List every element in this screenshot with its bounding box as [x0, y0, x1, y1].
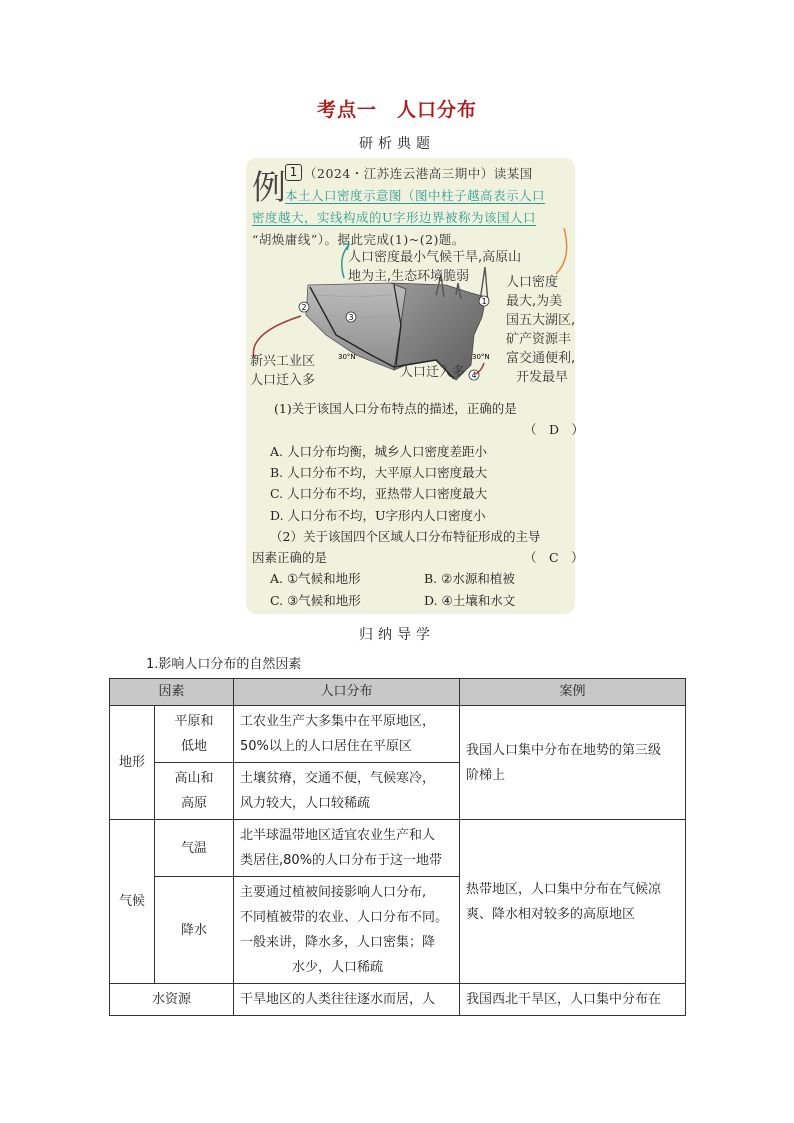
section-heading-analysis: 研析典题	[359, 136, 435, 152]
factor-water: 水资源	[110, 984, 234, 1016]
question-1-option-c: C. 人口分布不均，亚热带人口密度最大	[270, 486, 488, 501]
section-heading-summary: 归纳导学	[359, 627, 435, 643]
note-bottom: 人口迁入多	[400, 365, 466, 380]
plateau-distribution: 土壤贫瘠，交通不便，气候寒冷， 风力较大，人口较稀疏	[234, 763, 460, 820]
table-row	[110, 706, 686, 763]
question-2-stem-line-1: （2）关于该国四个区域人口分布特征形成的主导	[270, 529, 541, 544]
note-left-line-1: 新兴工业区	[250, 354, 316, 369]
factor-terrain: 地形	[110, 706, 155, 820]
factor-climate: 气候	[110, 820, 155, 984]
note-right-line-5: 富交通便利,	[506, 351, 576, 366]
note-top-line-2: 地为主,生态环境脆弱	[348, 269, 470, 284]
question-1-option-a: A. 人口分布均衡，城乡人口密度差距小	[270, 444, 487, 459]
header-distribution: 人口分布	[234, 679, 460, 706]
note-right-line-1: 人口密度	[506, 275, 559, 290]
map-latitude-right: 30°N	[472, 353, 490, 361]
note-top-line-1: 人口密度最小气候干旱,高原山	[348, 250, 522, 265]
note-left-line-2: 人口迁入多	[250, 373, 316, 388]
subfactor-plateau: 高山和 高原	[155, 763, 234, 820]
question-2-option-c: C. ③气候和地形	[270, 593, 361, 608]
example-number-badge: 1	[285, 164, 302, 181]
water-case: 我国西北干旱区，人口集中分布在	[460, 984, 686, 1016]
example-intro-line-3: 密度越大，实线构成的U字形边界被称为该国人口	[252, 210, 537, 225]
plain-distribution: 工农业生产大多集中在平原地区， 50%以上的人口居住在平原区	[234, 706, 460, 763]
map-latitude-left: 30°N	[338, 353, 356, 361]
subfactor-temperature: 气温	[155, 820, 234, 877]
terrain-case: 我国人口集中分布在地势的第三级 阶梯上	[460, 706, 686, 820]
question-2-option-b: B. ②水源和植被	[424, 571, 515, 586]
subfactor-precipitation: 降水	[155, 877, 234, 984]
natural-factors-table	[109, 678, 686, 1016]
example-intro-line-1: （2024・江苏连云港高三期中）读某国	[304, 166, 533, 181]
question-1-answer: （ D ）	[524, 422, 585, 437]
note-right-line-4: 矿产资源丰	[506, 332, 572, 347]
temperature-distribution: 北半球温带地区适宜农业生产和人 类居住,80%的人口分布于这一地带	[234, 820, 460, 877]
question-2-option-a: A. ①气候和地形	[270, 571, 361, 586]
page-title: 考点一 人口分布	[316, 99, 477, 121]
map-label-1: 1	[481, 297, 487, 306]
question-2-option-d: D. ④土壤和水文	[424, 593, 516, 608]
example-mark: 例	[252, 168, 286, 208]
table-header-row	[110, 679, 686, 706]
subsection-heading: 1.影响人口分布的自然因素	[146, 657, 302, 672]
precipitation-distribution: 主要通过植被间接影响人口分布, 不同植被带的农业、人口分布不同。 一般来讲，降水多，人口密集；降 水少，人口稀疏	[234, 877, 460, 984]
example-intro-line-2: 本土人口密度示意图（图中柱子越高表示人口	[285, 188, 546, 203]
table-row	[110, 820, 686, 877]
note-right-line-2: 最大,为美	[506, 294, 563, 309]
question-1-option-d: D. 人口分布不均，U字形内人口密度小	[270, 508, 486, 523]
header-case: 案例	[460, 679, 686, 706]
example-intro-line-4: “胡焕庸线”）。据此完成(1)~(2)题。	[252, 232, 465, 247]
question-1-stem: (1)关于该国人口分布特点的描述，正确的是	[274, 401, 517, 416]
question-2-stem-line-2: 因素正确的是	[252, 550, 328, 565]
header-factor: 因素	[110, 679, 234, 706]
question-2-answer: （ C ）	[524, 550, 584, 565]
note-right-line-6: 开发最早	[516, 370, 569, 385]
question-1-option-b: B. 人口分布不均，大平原人口密度最大	[270, 465, 488, 480]
map-label-3: 3	[348, 313, 354, 322]
map-label-2: 2	[301, 303, 307, 312]
map-label-4: 4	[471, 371, 477, 380]
subfactor-plain: 平原和 低地	[155, 706, 234, 763]
climate-case: 热带地区，人口集中分布在气候凉 爽、降水相对较多的高原地区	[460, 820, 686, 984]
note-right-line-3: 国五大湖区,	[506, 313, 576, 328]
water-distribution: 干旱地区的人类往往逐水而居，人	[234, 984, 460, 1016]
table-row	[110, 984, 686, 1016]
